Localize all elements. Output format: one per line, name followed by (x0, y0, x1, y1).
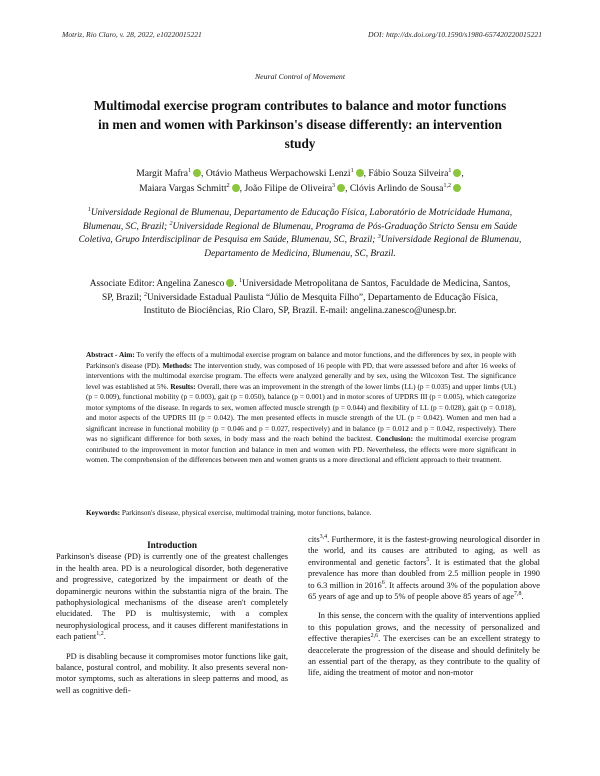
orcid-icon[interactable] (193, 169, 201, 177)
running-header-journal: Motriz, Rio Claro, v. 28, 2022, e10220015221 (62, 30, 202, 39)
keywords-text: Parkinson's disease, physical exercise, multimodal training, motor functions, balance. (121, 508, 372, 517)
associate-editor: Associate Editor: Angelina Zanesco . $^1$Universidade Metropolitana de Santos, Faculdade de Medicina, Santos, SP, Brazil; $^2$Universidade Estadual Paulista “Júlio de Mesquita Filho”, Departamento de Educação Física, Instituto de Biociências, Rio Claro, SP, Brazil. E-mail: angelina.zanesco@unesp.br. (89, 277, 511, 317)
editor-affiliation-1: Universidade Metropolitana de Santos, Faculdade de Medicina, Santos, SP, Brazil; (102, 279, 511, 303)
intro-text: . The exercises can be an excellent strategy to deaccelerate the progression of the disease and should definitely be an essential part of the therapy, as they contribute to the quality of life, aiding the treatment of motor and non-motor (308, 634, 540, 678)
intro-paragraph-3 (308, 610, 540, 678)
abstract-results: Overall, there was an improvement in the strength of the lower limbs (LL) (p = 0.035) and upper limbs (UL) (p = 0.009), functional mobility (p = 0.003), gait (p = 0.050), balance (p = 0.001) and in motor scores of UPDRS III (p = 0.005), which categorize motor symptoms of the disease. In regards to sex, women affected muscle strength (p = 0.044) and flexibility of LL (p = 0.028), gait (p = 0.018), and motor aspects of the UPDRS III (p = 0.042). The men presented effects in muscle strength of the UL (p = 0.042). Women and men had a significant increase in functional mobility (p = 0.046 and p = 0.027, respectively) and in balance (p = 0.012 and p = 0.042, respectively). There was no significant difference for both sexes, in body mass and the reach behind the backtest. (86, 381, 516, 443)
orcid-icon[interactable] (453, 169, 461, 177)
section-label: Neural Control of Movement (254, 72, 345, 81)
author-name[interactable]: Otávio Matheus Werpachowski Lenzi (205, 168, 351, 179)
affil-marker: 2 (169, 220, 173, 227)
orcid-icon[interactable] (337, 184, 345, 192)
citation-ref[interactable]: 3,4 (319, 534, 328, 541)
keywords-label: Keywords: (86, 508, 121, 517)
orcid-icon[interactable] (453, 184, 461, 192)
abstract-aim: To verify the effects of a multimodal exercise program on balance and motor functions, and the differences by sex, in people with Parkinson's disease (PD). (86, 350, 516, 370)
author-name[interactable]: João Filipe de Oliveira (244, 183, 333, 194)
affil-marker: 3 (377, 234, 381, 241)
author-affil-ref: 2 (226, 182, 230, 189)
intro-text: . It affects around 3% of the population above 65 years of age and up to 5% of people above 85 years of age (308, 580, 540, 602)
affiliation-2: Universidade Regional de Blumenau, Programa de Pós-Graduação Stricto Sensu em Saúde Coletiva, Grupo Interdisciplinar de Pesquisa em Saúde, Blumenau, SC, Brazil; (78, 221, 518, 246)
abstract-conclusion: the multimodal exercise program contributed to the improvement in motor function and balance in men and women with PD. Nevertheless, the effects were more significant in women. The comprehension of the differences between men and women grants us a more directional and efficient approach to their treatment. (86, 434, 516, 464)
intro-paragraph-1: Parkinson's disease (PD) is currently one of the greatest challenges in the health area. PD is a neurological disorder, both degenerative and progressive, categorized by the impairment or death of the dopaminergic neurons within the substantia nigra of the brain. The pathophysiological mechanisms of the disease aren't completely elucidated. The PD is multisystemic, with a complex neurophysiological process, and it causes different manifestations in each patient$^{1,2}$. (56, 552, 288, 642)
intro-p1-text: Parkinson's disease (PD) is currently one of the greatest challenges in the health area. PD is a neurological disorder, both degenerative and progressive, categorized by the impairment or death of the dopaminergic neurons within the substantia nigra of the brain. The pathophysiological mechanisms of the disease aren't completely elucidated. The PD is multisystemic, with a complex neurophysiological process, and it causes different manifestations in each patient (56, 552, 288, 642)
affil-marker: 1 (87, 206, 91, 213)
abstract-aim-label: Abstract - Aim: (86, 350, 135, 359)
intro-text: . (521, 592, 524, 602)
introduction-heading: Introduction (147, 540, 197, 550)
body-column-left (56, 540, 288, 696)
affiliations (78, 207, 522, 261)
author-name[interactable]: Maiara Vargas Schmitt (139, 183, 227, 194)
intro-text: In this sense, the concern with the quality of interventions applied to this population grows, and the necessity of personalized and effective therapies (308, 611, 540, 644)
author-affil-ref: 3 (332, 182, 336, 189)
affiliation-3: Universidade Regional de Blumenau, Departamento de Medicina, Blumenau, SC, Brazil. (204, 235, 522, 259)
orcid-icon[interactable] (226, 279, 234, 287)
citation-ref[interactable]: 7,8 (514, 591, 522, 598)
editor-name: Associate Editor: Angelina Zanesco (89, 279, 225, 289)
author-name[interactable]: Fábio Souza Silveira (368, 168, 449, 179)
citation-ref[interactable]: 1,2 (96, 631, 104, 638)
article-title: Multimodal exercise program contributes to balance and motor functions in men and women with Parkinson's disease differently: an intervention study (93, 98, 507, 151)
author-name[interactable]: Clóvis Arlindo de Sousa (349, 183, 444, 194)
intro-text: cits (308, 535, 320, 544)
author-name[interactable]: Margit Mafra (136, 168, 189, 179)
intro-text: . It is estimated that the global prevalence has more than doubled from 2.5 million people in 1990 to 6.3 million in 2016 (308, 557, 540, 590)
abstract (86, 350, 516, 466)
intro-paragraph-2-cont (308, 534, 540, 602)
intro-paragraph-2: PD is disabling because it compromises motor functions like gait, balance, postural control, and mobility. It also presents several non-motor symptoms, such as alterations in sleep patterns and mood, as well as cognitive defi- (56, 651, 288, 695)
author-list: Margit Mafra$^1$ , Otávio Matheus Werpachowski Lenzi$^1$ , Fábio Souza Silveira$^1$ , Maiara Vargas Schmitt$^2$ , João Filipe de Oliveira$^3$ , Clóvis Arlindo de Sousa$^{1,2}$ (136, 167, 464, 194)
abstract-conclusion-label: Conclusion: (375, 434, 414, 443)
orcid-icon[interactable] (356, 169, 364, 177)
author-affil-ref: 1 (448, 167, 452, 174)
keywords (86, 508, 516, 519)
editor-affiliation-2: Universidade Estadual Paulista “Júlio de Mesquita Filho”, Departamento de Educação Física, Instituto de Biociências, Rio Claro, SP, Brazil. E-mail: angelina.zanesco@unesp.br. (143, 292, 498, 317)
abstract-methods-label: Methods: (162, 360, 193, 370)
body-column-right (308, 534, 540, 679)
affil-marker: 1 (239, 277, 243, 284)
citation-ref[interactable]: 6 (381, 579, 385, 586)
abstract-methods: The intervention study, was composed of 16 people with PD, that were assessed before and after 16 weeks of interventions with the multimodal exercise program. The effects were analyzed generally and by sex, using the Wilcoxon Test. The significance level was established at 5%. (86, 360, 516, 391)
running-header-doi[interactable]: DOI: http://dx.doi.org/10.1590/s1980-657420220015221 (368, 30, 542, 39)
orcid-icon[interactable] (232, 184, 240, 192)
citation-ref[interactable]: 5 (426, 557, 430, 564)
affil-marker: 2 (143, 291, 147, 298)
author-affil-ref: 1 (188, 167, 192, 174)
citation-ref[interactable]: 2,6 (370, 633, 379, 640)
abstract-results-label: Results: (170, 381, 196, 391)
author-affil-ref: 1 (350, 167, 354, 174)
affiliation-1: Universidade Regional de Blumenau, Departamento de Educação Física, Laboratório de Motricidade Humana, Blumenau, SC, Brazil; (82, 208, 513, 232)
intro-text: . Furthermore, it is the fastest-growing neurological disorder in the world, and its causes are attributed to aging, as well as environmental and genetic factors (308, 535, 540, 567)
author-affil-ref: 1,2 (443, 182, 451, 189)
